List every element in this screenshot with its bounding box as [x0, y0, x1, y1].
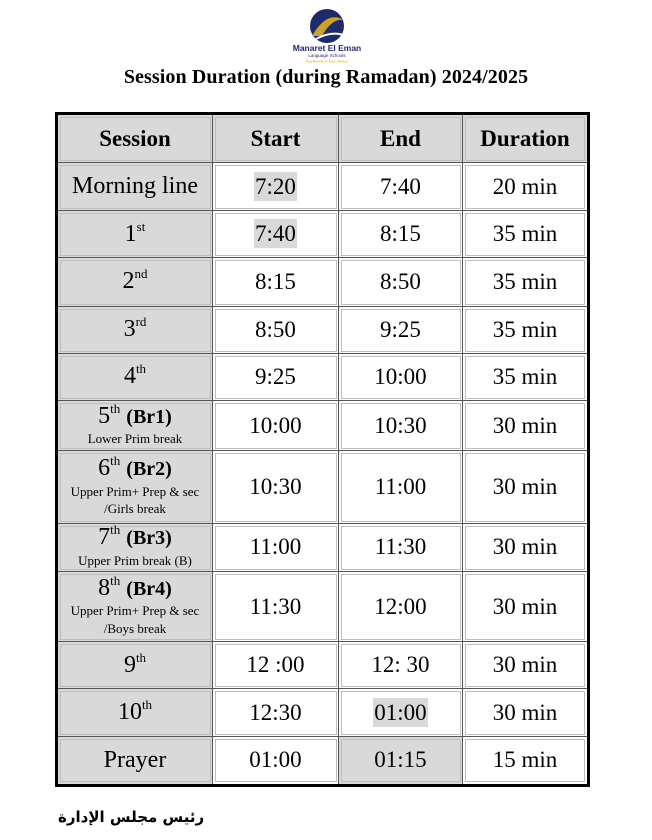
session-cell	[58, 211, 213, 258]
table-row	[58, 451, 587, 523]
break-code: (Br2)	[126, 458, 172, 481]
duration-value: 30 min	[492, 699, 558, 725]
duration-cell	[463, 737, 587, 784]
end-time-cell	[339, 572, 463, 642]
start-time-value: 8:50	[255, 316, 296, 342]
break-code: (Br4)	[126, 577, 172, 600]
session-number: 10	[117, 698, 142, 725]
duration-cell	[463, 163, 587, 211]
session-ordinal-suffix: nd	[134, 266, 148, 282]
session-ordinal-suffix: rd	[135, 314, 147, 330]
table-header-row	[58, 115, 587, 163]
start-time-cell	[213, 307, 339, 354]
end-time-value: 10:30	[374, 412, 427, 438]
start-time-value: 11:30	[249, 593, 302, 619]
end-time-value: 11:30	[374, 534, 427, 560]
duration-cell	[463, 572, 587, 642]
school-logo	[282, 6, 372, 64]
session-number: Prayer	[103, 746, 167, 773]
end-time-value: 8:15	[380, 221, 421, 247]
session-number: 6	[98, 455, 111, 482]
start-time-cell	[213, 642, 339, 689]
session-number: 4	[123, 363, 136, 390]
end-time-value: 7:40	[380, 173, 421, 199]
table-row	[58, 163, 587, 211]
logo-name: Manaret El Eman	[292, 43, 362, 53]
duration-cell	[463, 451, 587, 523]
duration-cell	[463, 354, 587, 401]
duration-cell	[463, 258, 587, 306]
end-time-value: 11:00	[374, 474, 427, 499]
end-time-value: 12:00	[374, 593, 427, 619]
start-time-value: 11:00	[249, 534, 302, 560]
session-number: 5	[98, 402, 111, 429]
session-cell	[58, 689, 213, 736]
table-row	[58, 258, 587, 306]
start-time-cell	[213, 451, 339, 523]
end-time-cell	[339, 211, 463, 258]
end-time-value: 01:00	[374, 699, 427, 725]
session-ordinal-suffix: th	[110, 453, 121, 469]
duration-cell	[463, 642, 587, 689]
end-time-cell	[339, 737, 463, 784]
session-cell	[58, 451, 213, 523]
table-row	[58, 211, 587, 258]
session-cell	[58, 737, 213, 784]
end-time-cell	[339, 451, 463, 523]
start-time-value: 9:25	[255, 363, 296, 389]
duration-value: 30 min	[492, 593, 558, 619]
duration-value: 30 min	[492, 652, 558, 678]
start-time-cell	[213, 258, 339, 306]
end-time-value: 10:00	[374, 363, 427, 389]
start-time-value: 10:00	[249, 412, 302, 438]
duration-value: 20 min	[492, 173, 558, 199]
duration-cell	[463, 307, 587, 354]
logo-sub: Language Schools	[308, 53, 346, 58]
start-time-value: 12 :00	[246, 652, 305, 678]
schedule-table-frame	[55, 112, 590, 787]
session-number: 2	[122, 268, 135, 295]
break-code: (Br1)	[126, 405, 172, 428]
start-time-cell	[213, 572, 339, 642]
session-ordinal-suffix: th	[135, 361, 147, 377]
column-header-duration: Duration	[463, 115, 587, 163]
table-row	[58, 307, 587, 354]
duration-value: 30 min	[492, 474, 558, 499]
table-row	[58, 401, 587, 451]
break-note: Upper Prim+ Prep & sec /Girls break	[70, 483, 200, 517]
start-time-value: 01:00	[249, 747, 302, 773]
start-time-cell	[213, 689, 339, 736]
end-time-value: 9:25	[380, 316, 421, 342]
end-time-cell	[339, 689, 463, 736]
signature-label: رئيس مجلس الإدارة	[58, 808, 205, 826]
duration-value: 30 min	[492, 534, 558, 560]
session-number: 8	[98, 574, 111, 601]
start-time-value: 7:40	[255, 221, 296, 247]
duration-cell	[463, 524, 587, 572]
table-row	[58, 642, 587, 689]
end-time-value: 12: 30	[371, 652, 430, 678]
session-number: 1	[124, 220, 137, 247]
end-time-cell	[339, 354, 463, 401]
duration-value: 35 min	[492, 269, 558, 295]
session-cell	[58, 354, 213, 401]
end-time-cell	[339, 307, 463, 354]
session-cell	[58, 572, 213, 642]
session-ordinal-suffix: th	[141, 696, 153, 712]
start-time-value: 10:30	[249, 474, 302, 499]
session-ordinal-suffix: th	[110, 572, 121, 588]
session-cell	[58, 642, 213, 689]
duration-value: 35 min	[492, 363, 558, 389]
session-number: 3	[123, 316, 136, 343]
table-row	[58, 524, 587, 572]
end-time-cell	[339, 401, 463, 451]
start-time-cell	[213, 211, 339, 258]
table-row	[58, 737, 587, 784]
duration-value: 30 min	[492, 412, 558, 438]
start-time-value: 7:20	[255, 173, 296, 199]
duration-value: 35 min	[492, 316, 558, 342]
start-time-cell	[213, 354, 339, 401]
start-time-value: 8:15	[255, 269, 296, 295]
table-row	[58, 572, 587, 642]
start-time-cell	[213, 524, 339, 572]
end-time-cell	[339, 642, 463, 689]
schedule-table	[58, 115, 587, 784]
start-time-cell	[213, 401, 339, 451]
break-note: Upper Prim+ Prep & sec /Boys break	[70, 603, 200, 636]
end-time-cell	[339, 524, 463, 572]
session-cell	[58, 163, 213, 211]
session-cell	[58, 524, 213, 572]
session-cell	[58, 258, 213, 306]
column-header-end: End	[339, 115, 463, 163]
session-ordinal-suffix: st	[136, 218, 146, 234]
duration-value: 35 min	[492, 221, 558, 247]
session-cell	[58, 307, 213, 354]
break-note: Lower Prim break	[87, 431, 183, 447]
table-row	[58, 689, 587, 736]
end-time-cell	[339, 163, 463, 211]
column-header-start: Start	[213, 115, 339, 163]
session-ordinal-suffix: th	[135, 649, 147, 665]
start-time-cell	[213, 163, 339, 211]
session-number: Morning line	[72, 173, 198, 200]
document-title: Session Duration (during Ramadan) 2024/2025	[123, 66, 529, 88]
session-number: 7	[98, 524, 111, 551]
end-time-cell	[339, 258, 463, 306]
duration-cell	[463, 211, 587, 258]
logo-tagline: Anchored in Excellence	[305, 58, 349, 64]
duration-cell	[463, 401, 587, 451]
duration-value: 15 min	[492, 747, 558, 773]
start-time-value: 12:30	[249, 699, 302, 725]
duration-cell	[463, 689, 587, 736]
session-ordinal-suffix: th	[110, 522, 121, 538]
session-ordinal-suffix: th	[110, 400, 121, 416]
break-note: Upper Prim break (B)	[78, 552, 192, 568]
table-row	[58, 354, 587, 401]
break-code: (Br3)	[126, 527, 172, 550]
start-time-cell	[213, 737, 339, 784]
session-cell	[58, 401, 213, 451]
end-time-value: 8:50	[380, 269, 421, 295]
end-time-value: 01:15	[374, 747, 427, 773]
session-number: 9	[123, 651, 136, 678]
column-header-session: Session	[58, 115, 213, 163]
